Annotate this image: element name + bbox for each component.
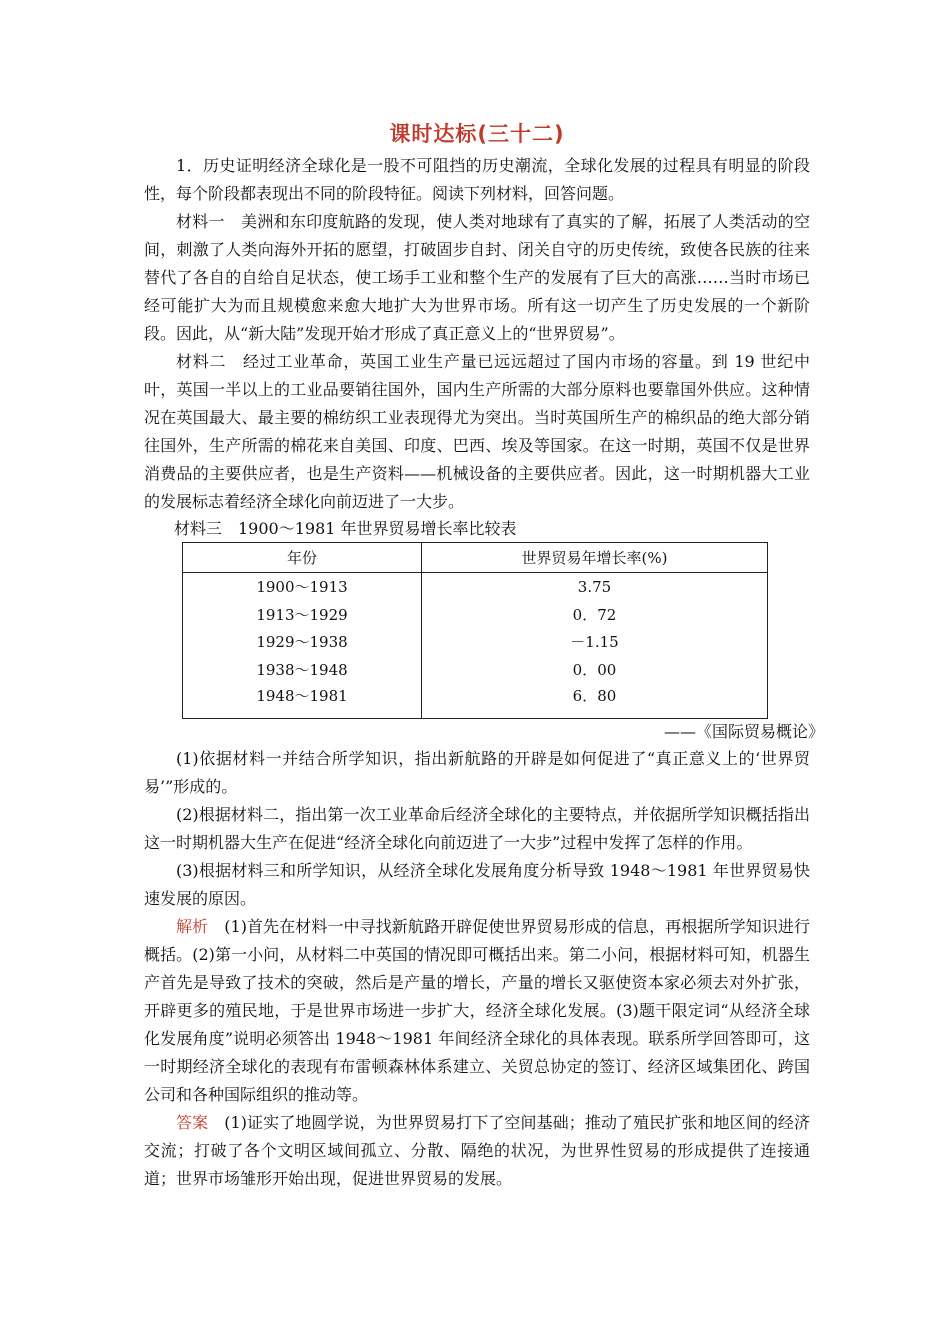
table-source: ——《国际贸易概论》 [663,722,824,741]
material-one: 材料一 美洲和东印度航路的发现，使人类对地球有了真实的了解，拓展了人类活动的空间，刺激了人类向海外开拓的愿望，打破固步自封、闭关自守的历史传统，致使各民族的往来替代了各自的自给自足状态，使工场手工业和整个生产的发展有了巨大的高涨……当时市场已经可能扩大为而且规模愈来愈大地扩大为世界市场。所有这一切产生了历史发展的一个新阶段。因此，从“新大陆”发现开始才形成了真正意义上的“世界贸易”。 [144,212,810,343]
table-row [183,628,768,656]
table-header-year: 年份 [183,543,422,573]
analysis-text: (1)首先在材料一中寻找新航路开辟促使世界贸易形成的信息，再根据所学知识进行概括。(2)第一小问，从材料二中英国的情况即可概括出来。第二小问，根据材料可知，机器生产首先是导致了技术的突破，然后是产量的增长，产量的增长又驱使资本家必须去对外扩张，开辟更多的殖民地，于是世界市场进一步扩大，经济全球化发展。(3)题干限定词“从经济全球化发展角度”说明必须答出 1948～1981 年间经济全球化的具体表现。联系所学回答即可，这一时期经济全球化的表现有布雷顿森林体系建立、关贸总协定的签订、经济区域集团化、跨国公司和各种国际组织的推动等。 [144,917,810,1104]
table-cell-rate: 0．72 [422,601,768,629]
table-cell-year: 1900～1913 [183,573,422,601]
analysis-label: 解析 [176,917,209,936]
table-row [183,683,768,719]
table-header-rate: 世界贸易年增长率(%) [422,543,768,573]
table-header-row [183,543,768,573]
answer-label: 答案 [176,1113,209,1132]
sub-question-1: (1)依据材料一并结合所学知识，指出新航路的开辟是如何促进了“真正意义上的‘世界贸易’”形成的。 [144,749,810,796]
table-cell-year: 1948～1981 [183,683,422,719]
table-cell-rate: －1.15 [422,628,768,656]
table-row [183,601,768,629]
table-row [183,656,768,684]
sub-question-3: (3)根据材料三和所学知识，从经济全球化发展角度分析导致 1948～1981 年世界贸易快速发展的原因。 [144,861,810,908]
table-cell-rate: 6．80 [422,683,768,719]
table-row [183,573,768,601]
answer-text: (1)证实了地圆学说，为世界贸易打下了空间基础；推动了殖民扩张和地区间的经济交流；打破了各个文明区域间孤立、分散、隔绝的状况，为世界性贸易的形成提供了连接通道；世界市场雏形开始出现，促进世界贸易的发展。 [144,1113,810,1188]
document-page [144,118,824,1193]
table-cell-year: 1938～1948 [183,656,422,684]
table-cell-rate: 3.75 [422,573,768,601]
question-intro: 1．历史证明经济全球化是一股不可阻挡的历史潮流，全球化发展的过程具有明显的阶段性，每个阶段都表现出不同的阶段特征。阅读下列材料，回答问题。 [144,156,810,203]
material-two: 材料二 经过工业革命，英国工业生产量已远远超过了国内市场的容量。到 19 世纪中叶，英国一半以上的工业品要销往国外，国内生产所需的大部分原料也要靠国外供应。这种情况在英国最大、最主要的棉纺织工业表现得尤为突出。当时英国所生产的棉织品的绝大部分销往国外，生产所需的棉花来自美国、印度、巴西、埃及等国家。在这一时期，英国不仅是世界消费品的主要供应者，也是生产资料——机械设备的主要供应者。因此，这一时期机器大工业的发展标志着经济全球化向前迈进了一大步。 [144,352,810,511]
page-title: 课时达标(三十二) [389,122,565,146]
answer-paragraph [144,1109,810,1193]
table-cell-rate: 0．00 [422,656,768,684]
sub-question-2: (2)根据材料二，指出第一次工业革命后经济全球化的主要特点，并依据所学知识概括指出这一时期机器大生产在促进“经济全球化向前迈进了一大步”过程中发挥了怎样的作用。 [144,805,810,852]
material-three-caption: 材料三 1900～1981 年世界贸易增长率比较表 [174,519,517,538]
table-cell-year: 1913～1929 [183,601,422,629]
table-cell-year: 1929～1938 [183,628,422,656]
analysis-paragraph [144,913,810,1109]
trade-growth-table [182,542,768,719]
